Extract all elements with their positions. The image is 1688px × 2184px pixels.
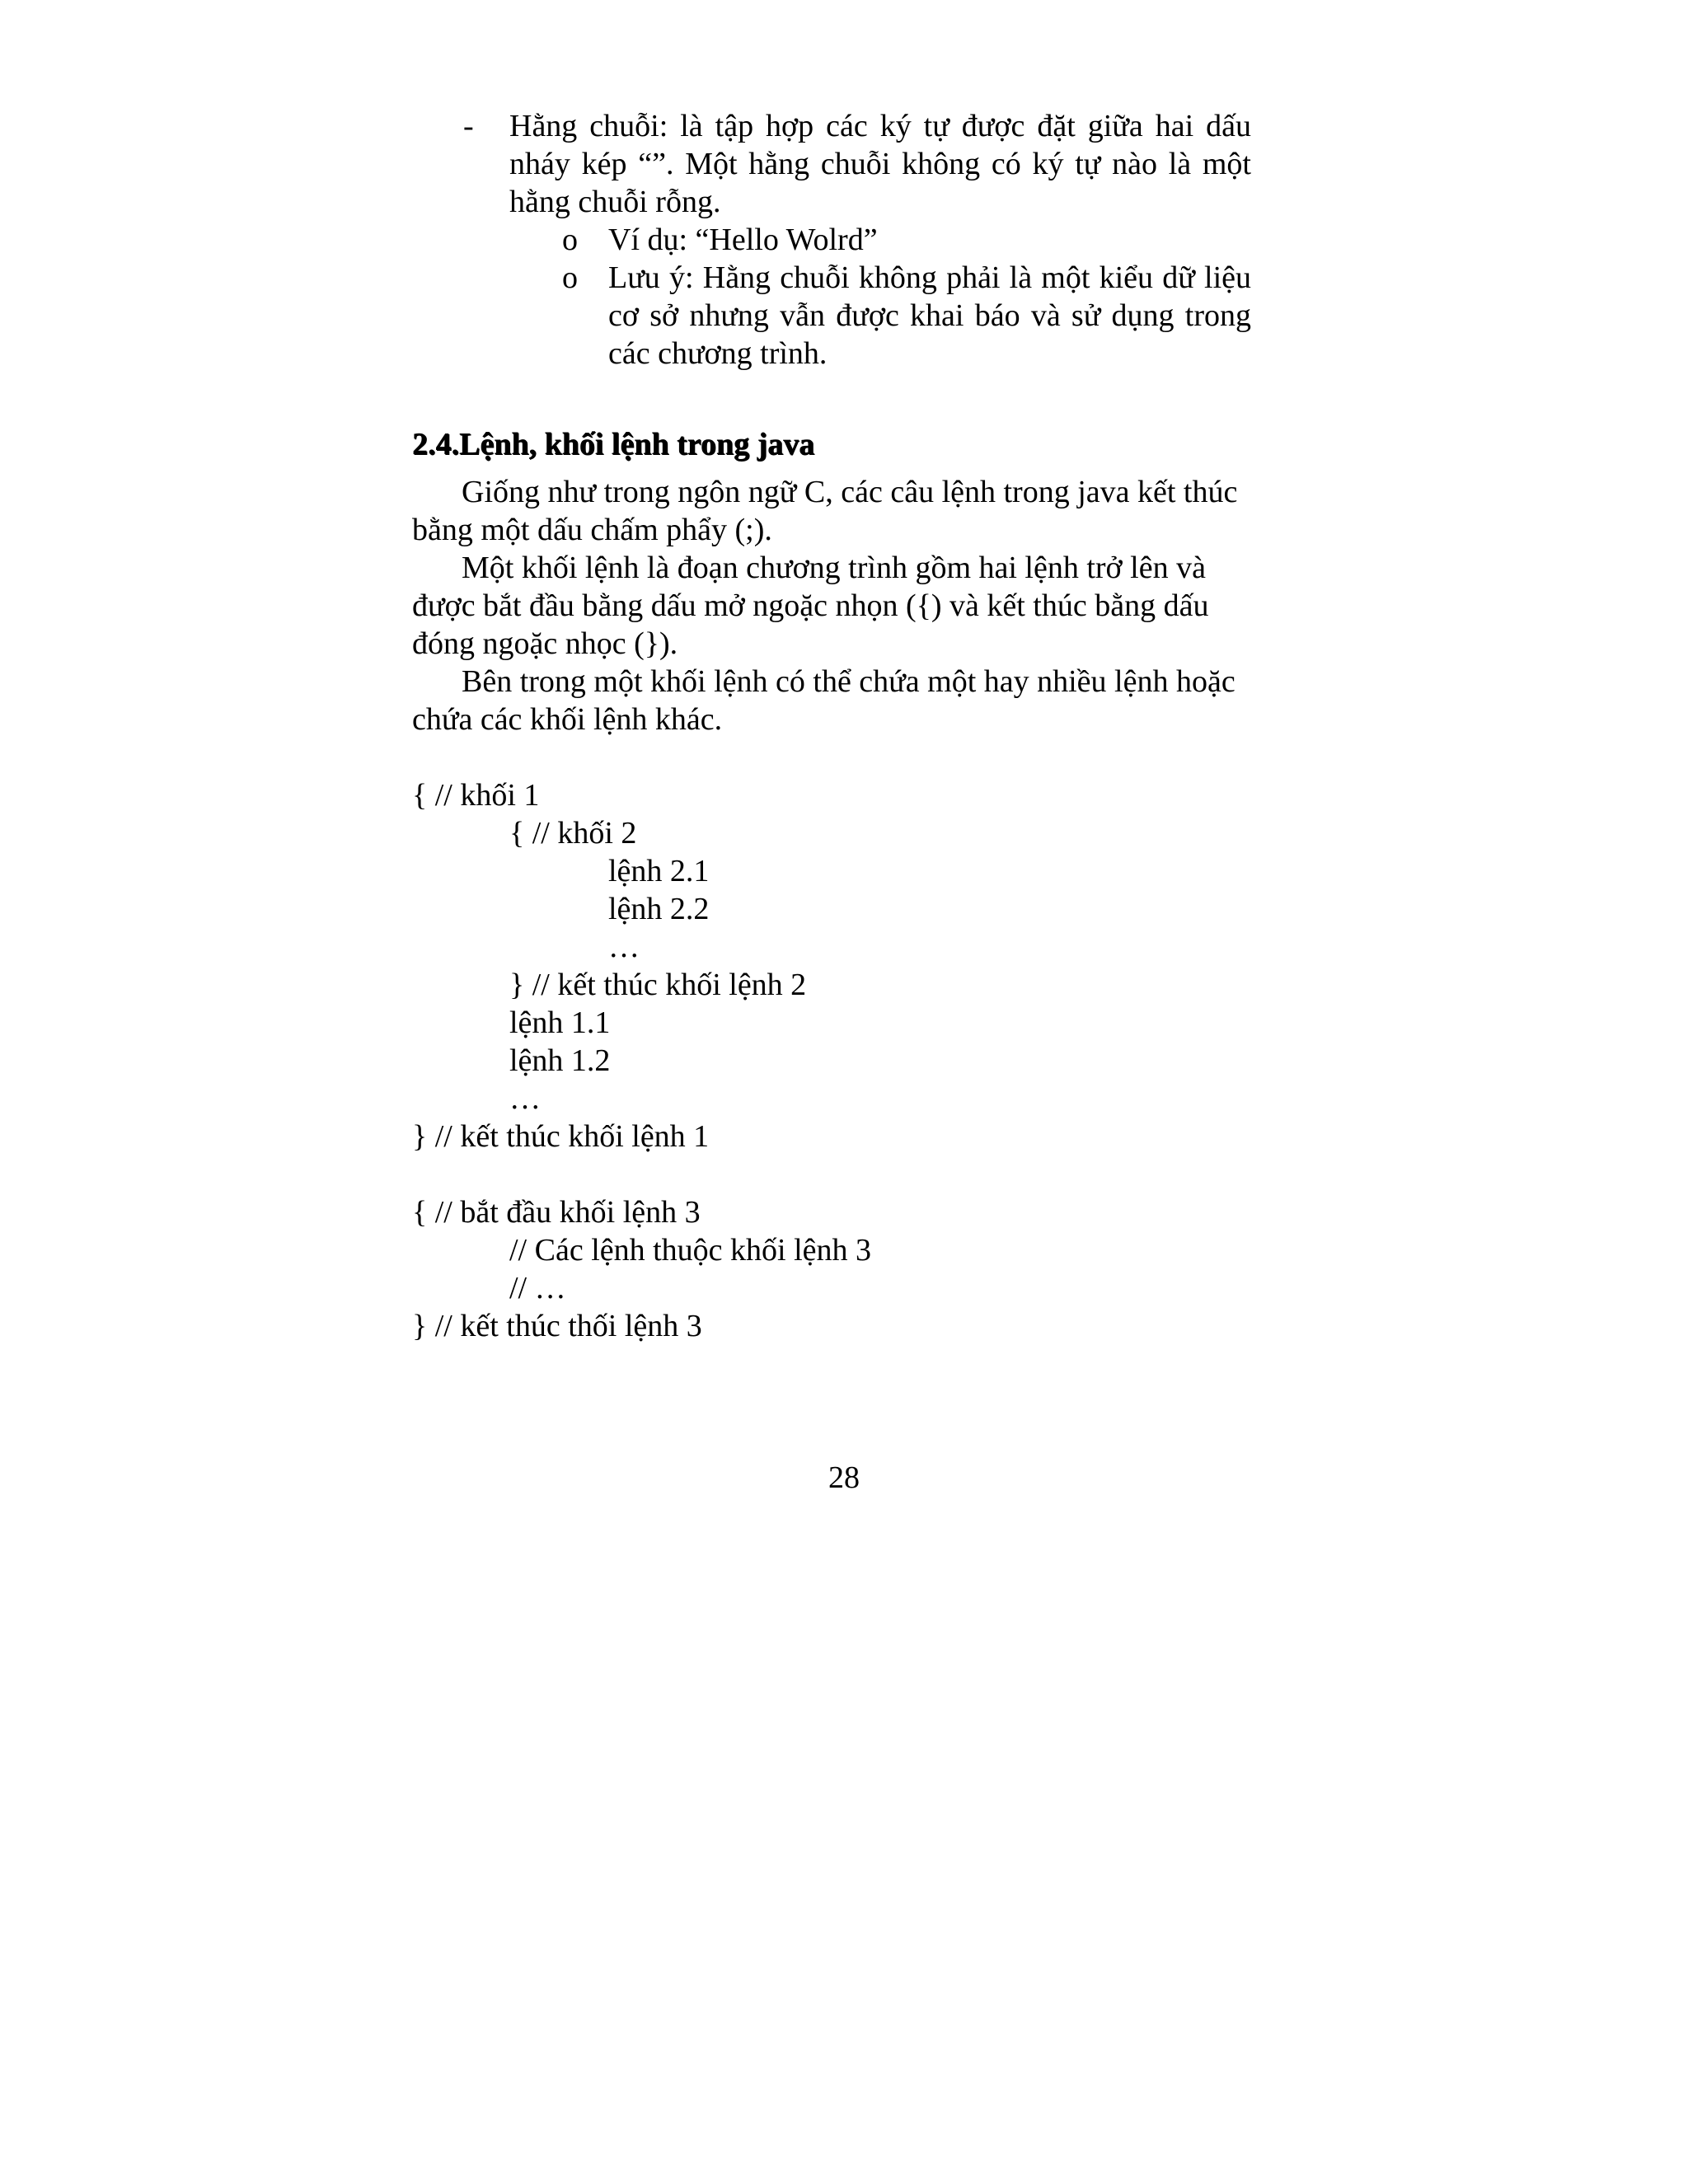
code-line: { // bắt đầu khối lệnh 3 (412, 1195, 701, 1230)
sub-item-marker: o (562, 223, 578, 257)
paragraph: Một khối lệnh là đoạn chương trình gồm hai lệnh trở lên và được bắt đầu bằng dấu mở ngoặc nhọn ({) và kết thúc bằng dấu đóng ngoặc nhọc (}). (412, 551, 1209, 661)
code-line: lệnh 1.1 (509, 1005, 611, 1040)
code-line: // Các lệnh thuộc khối lệnh 3 (509, 1233, 872, 1268)
sub-item-marker: o (562, 260, 578, 295)
code-line: … (608, 930, 640, 964)
code-line: … (509, 1081, 541, 1116)
code-line: } // kết thúc khối lệnh 1 (412, 1119, 710, 1154)
section-heading: 2.4.Lệnh, khối lệnh trong java (412, 427, 815, 462)
document-page (412, 107, 1253, 1345)
sub-item-example (412, 221, 1253, 259)
code-line: lệnh 1.2 (509, 1043, 611, 1078)
code-block-2 (412, 1193, 1253, 1345)
code-line: // … (509, 1271, 566, 1305)
sub-item-text: Lưu ý: Hằng chuỗi không phải là một kiểu dữ liệu cơ sở nhưng vẫn được khai báo và sử dụng trong các chương trình. (608, 260, 1251, 371)
code-line: { // khối 1 (412, 778, 540, 813)
bullet-marker: - (463, 109, 474, 143)
code-line: } // kết thúc khối lệnh 2 (509, 968, 807, 1002)
sub-item-text: Ví dụ: “Hello Wolrd” (608, 223, 878, 257)
code-line: } // kết thúc thối lệnh 3 (412, 1309, 702, 1343)
bullet-item-string-constant (412, 107, 1253, 221)
spacer (412, 1155, 1253, 1193)
bullet-text: Hằng chuỗi: là tập hợp các ký tự được đặt giữa hai dấu nháy kép “”. Một hằng chuỗi không có ký tự nào là một hằng chuỗi rỗng. (509, 109, 1251, 219)
code-line: lệnh 2.1 (608, 854, 710, 888)
page-number: 28 (828, 1460, 860, 1495)
paragraph: Giống như trong ngôn ngữ C, các câu lệnh trong java kết thúc bằng một dấu chấm phẩy (;). (412, 475, 1238, 547)
sub-item-note (412, 259, 1253, 373)
code-line: { // khối 2 (509, 816, 637, 851)
code-block-1 (412, 776, 1253, 1155)
code-line: lệnh 2.2 (608, 892, 710, 926)
paragraph: Bên trong một khối lệnh có thể chứa một hay nhiều lệnh hoặc chứa các khối lệnh khác. (412, 664, 1236, 737)
